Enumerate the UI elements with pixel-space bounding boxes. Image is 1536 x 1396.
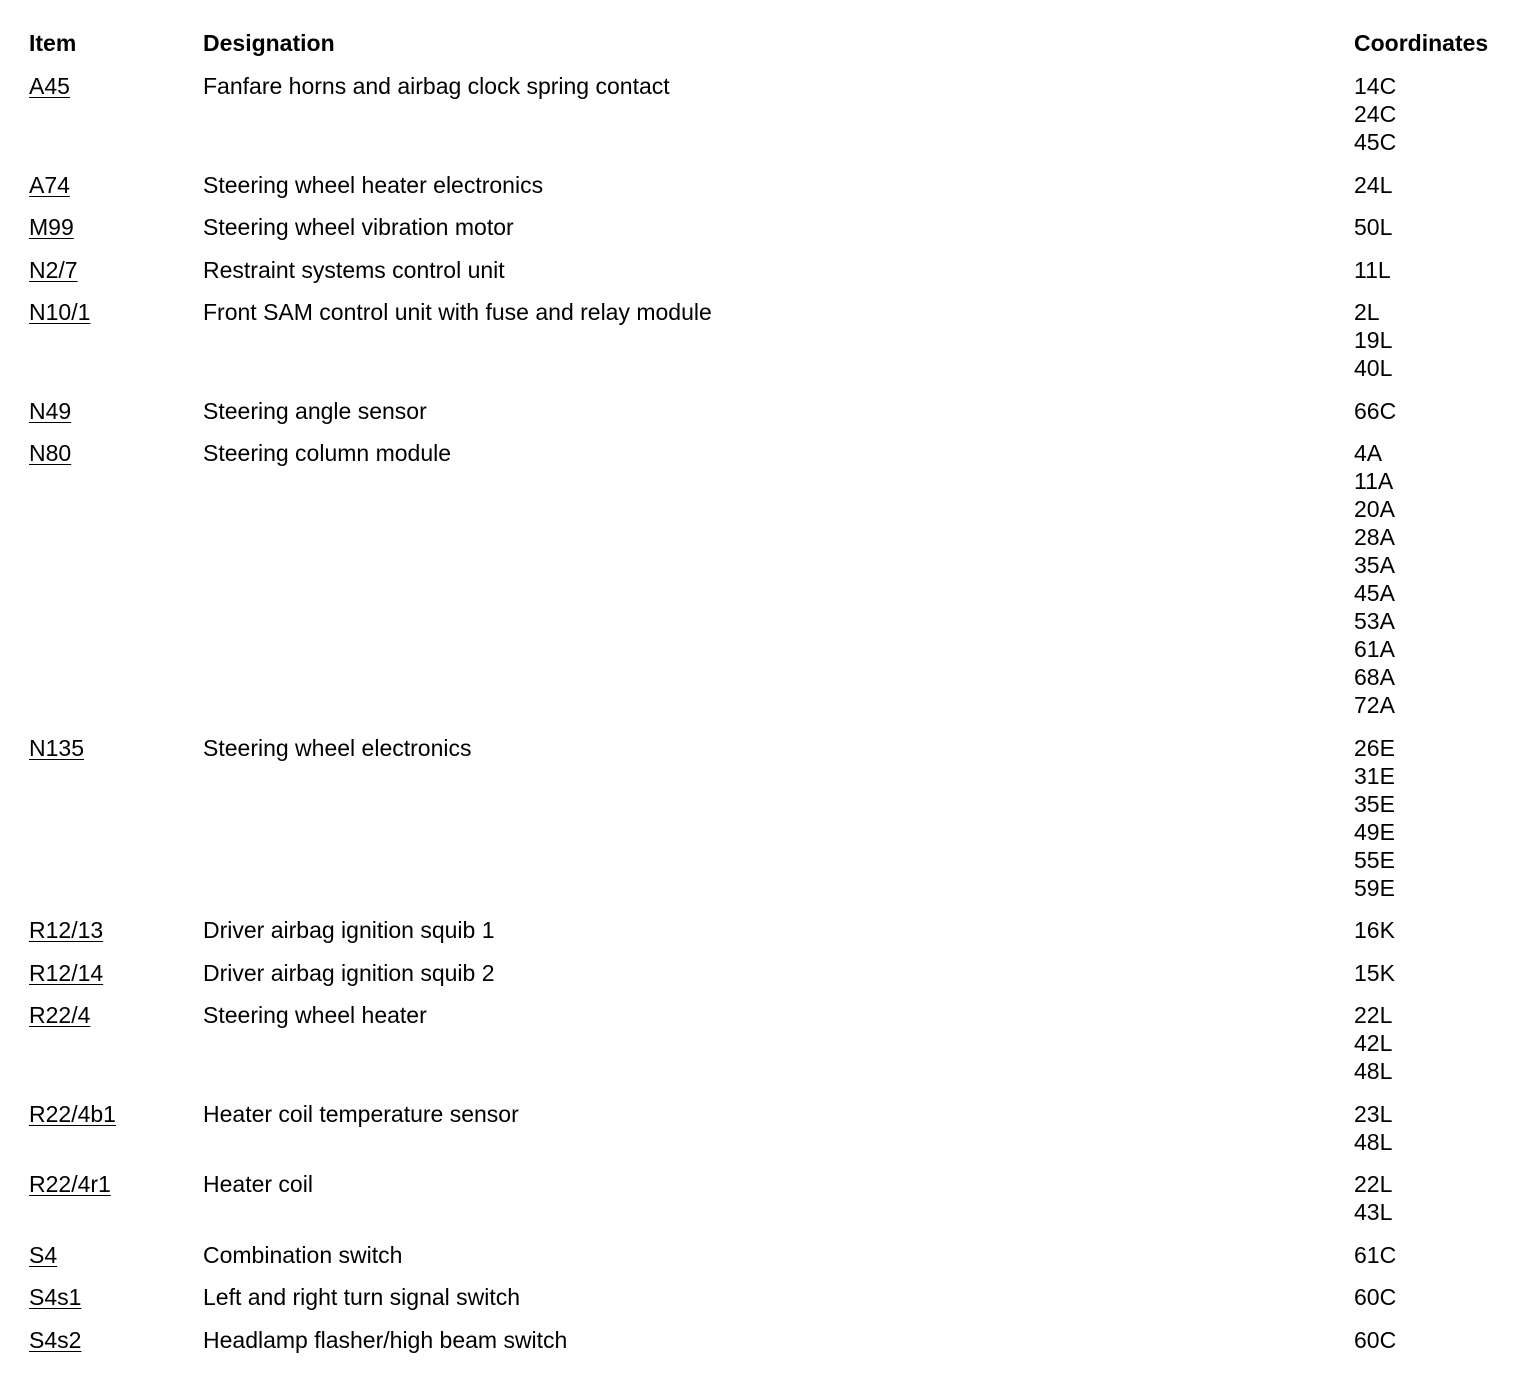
item-link[interactable]: N80 [29, 440, 72, 466]
coordinate-value: 61A [1354, 636, 1395, 662]
designation-text: Heater coil temperature sensor [203, 1100, 519, 1127]
coordinate-value: 60C [1354, 1326, 1397, 1353]
coordinate-value: 15K [1354, 959, 1395, 986]
item-link[interactable]: S4s1 [29, 1284, 82, 1310]
coordinate-value: 68A [1354, 664, 1395, 690]
table-row [0, 213, 1536, 241]
coordinate-value: 66C [1354, 397, 1397, 424]
coordinate-value: 16K [1354, 917, 1395, 943]
table-row [0, 397, 1536, 425]
coordinates-list [1354, 213, 1536, 241]
table-row [0, 1326, 1536, 1354]
header-coordinates: Coordinates [1354, 30, 1489, 56]
designation-text: Headlamp flasher/high beam switch [203, 1326, 568, 1353]
item-link[interactable]: A74 [29, 171, 70, 198]
coordinate-value: 48L [1354, 1058, 1393, 1084]
coordinate-value: 4A [1354, 440, 1383, 466]
coordinate-value: 24L [1354, 171, 1393, 198]
coordinate-value: 55E [1354, 846, 1395, 873]
designation-text: Fanfare horns and airbag clock spring contact [203, 73, 670, 99]
coordinate-value: 50L [1354, 214, 1393, 240]
table-row [0, 171, 1536, 199]
coordinate-value: 42L [1354, 1030, 1393, 1056]
coordinate-value: 53A [1354, 608, 1395, 634]
coordinate-value: 28A [1354, 524, 1395, 550]
item-link[interactable]: S4s2 [29, 1326, 82, 1353]
table-row [0, 298, 1536, 382]
coordinates-list [1354, 734, 1536, 902]
coordinate-value: 22L [1354, 1002, 1393, 1028]
header-item: Item [29, 30, 77, 56]
coordinates-list [1354, 298, 1536, 382]
table-row [0, 1241, 1536, 1269]
item-link[interactable]: S4 [29, 1241, 58, 1268]
table-row [0, 1283, 1536, 1311]
table-row [0, 959, 1536, 987]
designation-text: Steering wheel heater electronics [203, 171, 544, 198]
table-row [0, 1100, 1536, 1156]
item-link[interactable]: N49 [29, 397, 72, 424]
coordinate-value: 35E [1354, 790, 1395, 817]
table-row [0, 439, 1536, 719]
coordinates-list [1354, 439, 1536, 719]
coordinate-value: 49E [1354, 818, 1395, 845]
designation-text: Restraint systems control unit [203, 256, 505, 283]
coordinates-list [1354, 916, 1536, 944]
coordinate-value: 20A [1354, 496, 1395, 522]
designation-text: Steering wheel electronics [203, 734, 472, 761]
coordinates-list [1354, 1170, 1536, 1226]
table-row [0, 734, 1536, 902]
item-link[interactable]: N10/1 [29, 299, 91, 325]
coordinate-value: 35A [1354, 552, 1395, 578]
coordinate-value: 48L [1354, 1128, 1393, 1155]
coordinate-value: 26E [1354, 734, 1395, 761]
table-header [0, 30, 1536, 58]
coordinates-list [1354, 1001, 1536, 1085]
coordinates-list [1354, 256, 1536, 284]
coordinate-value: 43L [1354, 1199, 1393, 1225]
header-designation: Designation [203, 30, 335, 56]
coordinate-value: 11A [1354, 468, 1394, 494]
coordinates-list [1354, 397, 1536, 425]
coordinates-list [1354, 1241, 1536, 1269]
coordinates-list [1354, 1283, 1536, 1311]
coordinate-value: 31E [1354, 762, 1395, 789]
coordinates-list [1354, 959, 1536, 987]
coordinates-list [1354, 1326, 1536, 1354]
designation-text: Steering wheel heater [203, 1002, 427, 1028]
designation-text: Steering column module [203, 440, 452, 466]
item-link[interactable]: A45 [29, 73, 70, 99]
designation-text: Driver airbag ignition squib 2 [203, 959, 495, 986]
item-link[interactable]: R12/14 [29, 959, 104, 986]
coordinates-list [1354, 171, 1536, 199]
designation-text: Combination switch [203, 1241, 403, 1268]
table-row [0, 1001, 1536, 1085]
designation-text: Left and right turn signal switch [203, 1284, 521, 1310]
coordinate-value: 2L [1354, 299, 1380, 325]
designation-text: Heater coil [203, 1171, 313, 1197]
coordinate-value: 60C [1354, 1284, 1397, 1310]
item-link[interactable]: R12/13 [29, 917, 104, 943]
designation-text: Front SAM control unit with fuse and relay module [203, 299, 712, 325]
item-link[interactable]: R22/4b1 [29, 1100, 116, 1127]
item-link[interactable]: R22/4r1 [29, 1171, 111, 1197]
designation-text: Steering angle sensor [203, 397, 427, 424]
coordinate-value: 72A [1354, 692, 1395, 718]
table-row [0, 1170, 1536, 1226]
item-link[interactable]: M99 [29, 214, 74, 240]
table-row [0, 256, 1536, 284]
designation-text: Driver airbag ignition squib 1 [203, 917, 495, 943]
coordinate-value: 11L [1354, 256, 1391, 283]
designation-text: Steering wheel vibration motor [203, 214, 514, 240]
coordinates-list [1354, 72, 1536, 156]
coordinates-list [1354, 1100, 1536, 1156]
coordinate-value: 59E [1354, 874, 1395, 901]
coordinate-value: 24C [1354, 101, 1397, 127]
coordinate-value: 40L [1354, 355, 1393, 381]
item-link[interactable]: R22/4 [29, 1002, 91, 1028]
coordinate-value: 61C [1354, 1241, 1397, 1268]
coordinate-value: 23L [1354, 1100, 1393, 1127]
component-table-body [0, 72, 1536, 1368]
coordinate-value: 14C [1354, 73, 1397, 99]
table-row [0, 916, 1536, 944]
coordinate-value: 22L [1354, 1171, 1393, 1197]
coordinate-value: 45C [1354, 129, 1397, 155]
item-link[interactable]: N2/7 [29, 256, 78, 283]
coordinate-value: 45A [1354, 580, 1395, 606]
table-row [0, 72, 1536, 156]
coordinate-value: 19L [1354, 327, 1393, 353]
item-link[interactable]: N135 [29, 734, 84, 761]
